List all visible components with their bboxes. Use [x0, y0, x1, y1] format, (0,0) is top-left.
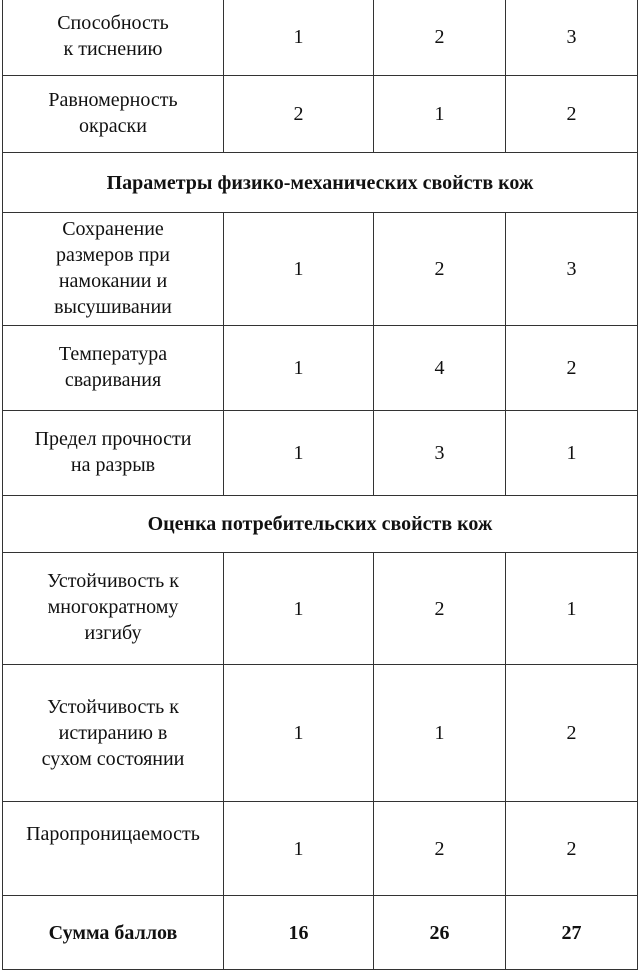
total-cell: 16	[224, 896, 374, 970]
score-cell: 1	[224, 213, 374, 326]
score-cell: 1	[224, 665, 374, 802]
score-cell: 3	[506, 213, 638, 326]
row-label: Паропроницаемость	[3, 802, 224, 896]
row-label: Сохранение размеров при намокании и высушивании	[3, 213, 224, 326]
score-cell: 1	[374, 665, 506, 802]
section-row	[3, 153, 638, 213]
row-label: Равномерность окраски	[3, 76, 224, 153]
score-cell: 2	[374, 802, 506, 896]
row-label: Устойчивость к истиранию в сухом состоянии	[3, 665, 224, 802]
total-row	[3, 896, 638, 970]
score-cell: 2	[374, 213, 506, 326]
table-row	[3, 802, 638, 896]
total-cell: 26	[374, 896, 506, 970]
row-label: Предел прочности на разрыв	[3, 411, 224, 496]
table-row	[3, 665, 638, 802]
score-cell: 4	[374, 326, 506, 411]
score-cell: 1	[224, 411, 374, 496]
scores-table	[2, 0, 638, 970]
total-cell: 27	[506, 896, 638, 970]
score-cell: 2	[506, 76, 638, 153]
row-label: Устойчивость к многократному изгибу	[3, 553, 224, 665]
score-cell: 1	[374, 76, 506, 153]
table-row	[3, 326, 638, 411]
score-cell: 2	[506, 326, 638, 411]
score-cell: 1	[224, 0, 374, 76]
table-row	[3, 0, 638, 76]
score-cell: 3	[374, 411, 506, 496]
total-label: Сумма баллов	[3, 896, 224, 970]
score-cell: 2	[506, 665, 638, 802]
score-cell: 2	[374, 553, 506, 665]
section-row	[3, 496, 638, 553]
table-row	[3, 553, 638, 665]
score-cell: 3	[506, 0, 638, 76]
row-label: Температура сваривания	[3, 326, 224, 411]
table-row	[3, 213, 638, 326]
score-cell: 1	[224, 553, 374, 665]
section-heading: Оценка потребительских свойств кож	[3, 496, 638, 553]
score-cell: 2	[374, 0, 506, 76]
section-heading: Параметры физико-механических свойств кож	[3, 153, 638, 213]
score-cell: 1	[506, 553, 638, 665]
score-cell: 2	[224, 76, 374, 153]
score-cell: 1	[224, 326, 374, 411]
score-cell: 1	[506, 411, 638, 496]
row-label: Способность к тиснению	[3, 0, 224, 76]
table-row	[3, 411, 638, 496]
score-cell: 1	[224, 802, 374, 896]
score-cell: 2	[506, 802, 638, 896]
table-row	[3, 76, 638, 153]
